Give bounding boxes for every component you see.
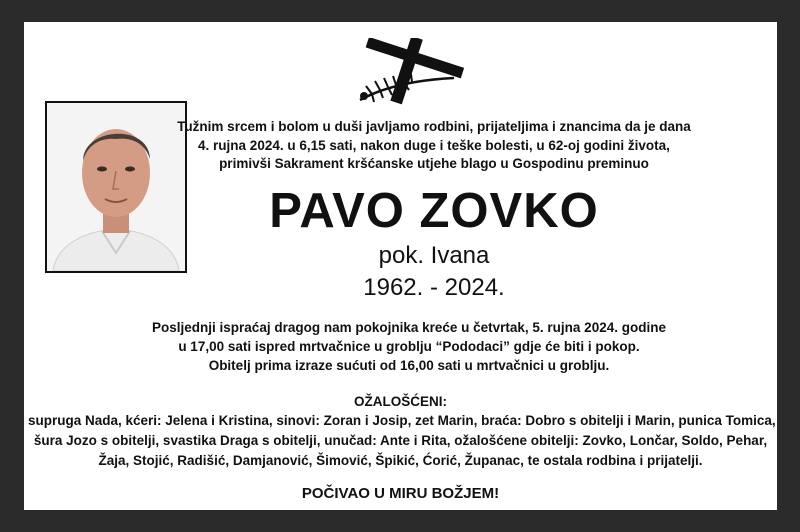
father-name: pok. Ivana <box>378 242 490 269</box>
cross-with-palm-icon <box>342 38 482 108</box>
mourners-line: šura Jozo s obitelji, svastika Draga s obitelji, unučad: Ante i Rita, ožalošćene obitelji: Zovko, Lončar, Soldo, Pehar, <box>33 433 768 448</box>
closing-phrase: POČIVAO U MIRU BOŽJEM! <box>301 485 500 502</box>
announcement-line: 4. rujna 2024. u 6,15 sati, nakon duge i teške bolesti, u 62-oj godini života, <box>198 137 670 153</box>
funeral-line: u 17,00 sati ispred mrtvačnice u groblju “Pododaci” gdje će biti i pokop. <box>178 339 640 354</box>
announcement-line: primivši Sakrament kršćanske utjehe blago u Gospodinu preminuo <box>219 156 649 171</box>
announcement-text <box>174 118 694 174</box>
funeral-line: Posljednji ispraćaj dragog nam pokojnika kreće u četvrtak, 5. rujna 2024. godine <box>152 320 666 335</box>
mourners-line: supruga Nada, kćeri: Jelena i Kristina, sinovi: Zoran i Josip, zet Marin, braća: Dobro s obitelji i Marin, punica Tomica, <box>28 413 776 428</box>
deceased-photo <box>45 101 187 273</box>
mourners-heading: OŽALOŠĆENI: <box>354 394 447 409</box>
funeral-details <box>84 318 734 375</box>
mourners-line: Žaja, Stojić, Radišić, Damjanović, Šimović, Špikić, Ćorić, Županac, te ostala rodbina i prijatelji. <box>98 453 703 468</box>
mourners-list <box>28 411 776 471</box>
funeral-line: Obitelj prima izraze sućuti od 16,00 sati u mrtvačnici u groblju. <box>208 358 610 373</box>
life-years: 1962. - 2024. <box>363 274 505 301</box>
obituary-notice <box>24 22 777 510</box>
announcement-line: Tužnim srcem i bolom u duši javljamo rodbini, prijateljima i znancima da je dana <box>177 119 691 134</box>
deceased-name: PAVO ZOVKO <box>269 184 599 238</box>
